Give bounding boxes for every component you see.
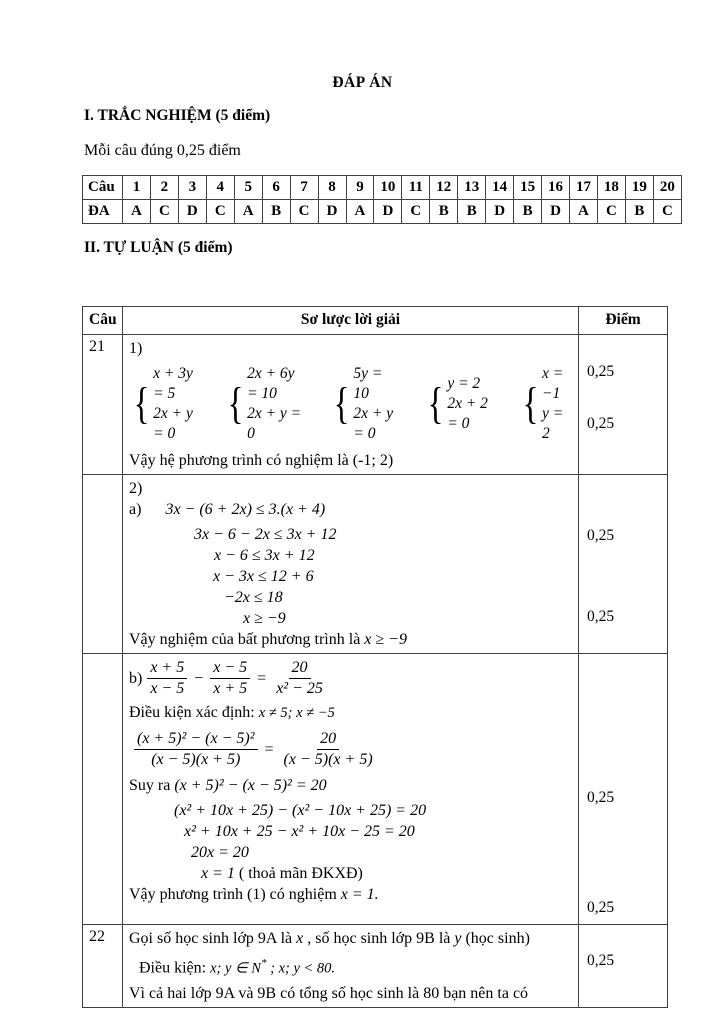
row-q21-part1 <box>83 335 668 475</box>
row-q22 <box>83 925 668 1008</box>
mcq-answer-cell: D <box>178 200 206 224</box>
math-step: x² + 10x + 25 − x² + 10x − 25 = 20 <box>184 823 415 840</box>
system-eq-top: x = −1 <box>541 365 564 402</box>
system-eq-top: 5y = 10 <box>353 365 383 402</box>
mcq-question-cell: 11 <box>402 176 430 200</box>
part-label: 2) <box>129 480 143 497</box>
equals-operator: = <box>264 740 274 758</box>
point-value: 0,25 <box>587 608 615 625</box>
math-step: (x² + 10x + 25) − (x² − 10x + 25) = 20 <box>174 802 427 819</box>
math-step: 20x = 20 <box>191 844 249 861</box>
system-eq-bottom: 2x + y = 0 <box>353 405 394 442</box>
mcq-answer-cell: A <box>570 200 598 224</box>
point-value: 0,25 <box>587 363 615 380</box>
check-text: ( thoả mãn ĐKXĐ) <box>234 865 363 882</box>
mcq-row-label: Câu <box>83 176 123 200</box>
fraction-equation <box>129 730 572 769</box>
fraction-denominator: x − 5 <box>150 680 185 697</box>
equation-system <box>331 364 401 444</box>
mcq-answer-cell: A <box>234 200 262 224</box>
point-value: 0,25 <box>587 527 615 544</box>
mcq-answer-cell: C <box>150 200 178 224</box>
question-number-empty <box>83 475 123 654</box>
minus-operator: − <box>194 669 204 687</box>
system-eq-bottom: 2x + y = 0 <box>153 405 193 442</box>
item-label: a) <box>129 501 142 518</box>
mcq-question-cell: 14 <box>486 176 514 200</box>
mcq-question-cell: 18 <box>597 176 625 200</box>
system-eq-top: x + 3y = 5 <box>153 365 193 402</box>
math-step: x − 6 ≤ 3x + 12 <box>214 547 315 564</box>
equation-systems <box>131 364 572 444</box>
essay-table <box>82 306 668 1008</box>
mcq-answer-cell: B <box>458 200 486 224</box>
mcq-question-cell: 10 <box>374 176 402 200</box>
mcq-answer-cell: D <box>486 200 514 224</box>
item-label: b) <box>129 669 143 687</box>
mcq-answer-cell: C <box>206 200 234 224</box>
brace-icon: { <box>133 379 150 428</box>
conclusion-math: x ≥ −9 <box>364 631 407 648</box>
condition-line <box>129 702 572 724</box>
scoring-note: Mỗi câu đúng 0,25 điểm <box>84 142 241 159</box>
mcq-question-cell: 15 <box>514 176 542 200</box>
fraction <box>134 730 258 769</box>
mcq-answer-cell: B <box>262 200 290 224</box>
mcq-question-cell: 6 <box>262 176 290 200</box>
mcq-row-label: ĐA <box>83 200 123 224</box>
text-segment: Gọi số học sinh lớp 9A là <box>129 930 297 947</box>
mcq-row <box>83 176 682 200</box>
math-step: −2x ≤ 18 <box>224 589 283 606</box>
fraction <box>281 730 376 769</box>
check-math: x = 1 <box>201 865 235 882</box>
equation-system <box>520 364 572 444</box>
condition-math: ; x; y < 80. <box>266 960 336 977</box>
text-segment: (học sinh) <box>461 930 530 947</box>
fraction <box>273 659 326 698</box>
fraction <box>210 659 250 698</box>
brace-icon: { <box>333 379 350 428</box>
mcq-answer-cell: C <box>597 200 625 224</box>
point-value: 0,25 <box>587 899 615 916</box>
row-q21-part2b <box>83 654 668 925</box>
brace-icon: { <box>427 379 444 428</box>
math-step: 3x − 6 − 2x ≤ 3x + 12 <box>194 526 337 543</box>
mcq-answer-cell: C <box>402 200 430 224</box>
mcq-question-cell: 7 <box>290 176 318 200</box>
fraction-equation <box>129 659 572 698</box>
mcq-answer-cell: C <box>653 200 681 224</box>
mcq-answer-cell: B <box>514 200 542 224</box>
conclusion-text: Vậy hệ phương trình có nghiệm là (-1; 2) <box>129 452 394 469</box>
brace-icon: { <box>227 379 244 428</box>
mcq-question-cell: 1 <box>123 176 151 200</box>
part-label: 1) <box>129 340 143 357</box>
solution-cell <box>123 475 579 654</box>
superscript-star: * <box>260 957 267 969</box>
fraction-numerator: 20 <box>317 730 339 750</box>
mcq-question-cell: 13 <box>458 176 486 200</box>
conclusion-text <box>129 884 572 905</box>
mcq-answer-cell: D <box>542 200 570 224</box>
point-value: 0,25 <box>587 789 615 806</box>
col-header-points: Điểm <box>579 307 668 335</box>
mcq-row <box>83 200 682 224</box>
math-step: x ≥ −9 <box>243 610 286 627</box>
mcq-table <box>82 175 682 224</box>
points-cell <box>579 925 668 1008</box>
col-header-solution: Sơ lược lời giải <box>123 307 579 335</box>
condition-line <box>139 953 572 979</box>
fraction-numerator: 20 <box>289 659 311 679</box>
suyra-line <box>129 775 572 796</box>
mcq-answer-cell: B <box>430 200 458 224</box>
text-line: Vì cả hai lớp 9A và 9B có tổng số học sinh là 80 bạn nên ta có <box>129 985 529 1003</box>
condition-math: x ≠ 5; x ≠ −5 <box>258 705 335 721</box>
question-number: 21 <box>83 335 123 475</box>
question-number: 22 <box>83 925 123 1008</box>
mcq-answer-cell: D <box>318 200 346 224</box>
conclusion-prefix: Vậy phương trình (1) có nghiệm <box>129 886 341 903</box>
math-expression: 3x − (6 + 2x) ≤ 3.(x + 4) <box>165 501 326 518</box>
essay-header-row <box>83 307 668 335</box>
mcq-question-cell: 8 <box>318 176 346 200</box>
section1-heading: I. TRẮC NGHIỆM (5 điểm) <box>84 107 271 124</box>
mcq-answer-cell: A <box>123 200 151 224</box>
page-title: ĐÁP ÁN <box>332 74 393 91</box>
solution-cell <box>123 654 579 925</box>
mcq-question-cell: 3 <box>178 176 206 200</box>
condition-label: Điều kiện xác định: <box>129 704 259 721</box>
row-q21-part2a <box>83 475 668 654</box>
question-number-empty <box>83 654 123 925</box>
fraction-numerator: x − 5 <box>210 659 250 679</box>
mcq-question-cell: 5 <box>234 176 262 200</box>
system-eq-bottom: y = 2 <box>541 405 564 442</box>
points-cell <box>579 335 668 475</box>
mcq-question-cell: 9 <box>346 176 374 200</box>
math-line <box>129 499 572 520</box>
system-eq-bottom: 2x + y = 0 <box>247 405 302 442</box>
text-segment: , số học sinh lớp 9B là <box>303 930 455 947</box>
equation-system <box>425 374 496 434</box>
col-header-question: Câu <box>83 307 123 335</box>
mcq-question-cell: 17 <box>570 176 598 200</box>
conclusion-math: x = 1. <box>340 886 379 903</box>
equation-system <box>131 364 201 444</box>
math-var: y <box>454 930 462 947</box>
fraction-denominator: (x − 5)(x + 5) <box>151 751 241 768</box>
section2-heading: II. TỰ LUẬN (5 điểm) <box>84 239 233 256</box>
equals-operator: = <box>257 669 267 687</box>
conclusion-text <box>129 629 572 650</box>
mcq-answer-cell: D <box>374 200 402 224</box>
suyra-label: Suy ra <box>129 777 175 794</box>
mcq-question-cell: 19 <box>625 176 653 200</box>
fraction <box>147 659 187 698</box>
mcq-answer-cell: A <box>346 200 374 224</box>
text-line <box>129 928 572 949</box>
brace-icon: { <box>522 379 539 428</box>
check-line <box>201 863 572 884</box>
system-eq-top: y = 2 <box>447 375 481 392</box>
fraction-denominator: (x − 5)(x + 5) <box>283 751 373 768</box>
mcq-question-cell: 4 <box>206 176 234 200</box>
conclusion-prefix: Vậy nghiệm của bất phương trình là <box>129 631 365 648</box>
math-var: x <box>296 930 304 947</box>
mcq-question-cell: 16 <box>542 176 570 200</box>
condition-math: x; y ∈ N <box>210 960 261 977</box>
math-step: x − 3x ≤ 12 + 6 <box>213 568 314 585</box>
fraction-numerator: x + 5 <box>147 659 187 679</box>
mcq-question-cell: 12 <box>430 176 458 200</box>
fraction-numerator: (x + 5)² − (x − 5)² <box>134 730 258 750</box>
fraction-denominator: x + 5 <box>213 680 248 697</box>
system-eq-top: 2x + 6y = 10 <box>247 365 295 402</box>
solution-cell <box>123 925 579 1008</box>
condition-label: Điều kiện: <box>139 959 211 977</box>
equation-system <box>225 364 307 444</box>
mcq-question-cell: 2 <box>150 176 178 200</box>
suyra-math: (x + 5)² − (x − 5)² = 20 <box>174 777 327 794</box>
system-eq-bottom: 2x + 2 = 0 <box>447 395 488 432</box>
mcq-question-cell: 20 <box>653 176 681 200</box>
mcq-answer-cell: C <box>290 200 318 224</box>
point-value: 0,25 <box>587 952 615 969</box>
solution-cell <box>123 335 579 475</box>
points-cell <box>579 654 668 925</box>
point-value: 0,25 <box>587 415 615 432</box>
fraction-denominator: x² − 25 <box>276 680 323 697</box>
points-cell <box>579 475 668 654</box>
mcq-answer-cell: B <box>625 200 653 224</box>
